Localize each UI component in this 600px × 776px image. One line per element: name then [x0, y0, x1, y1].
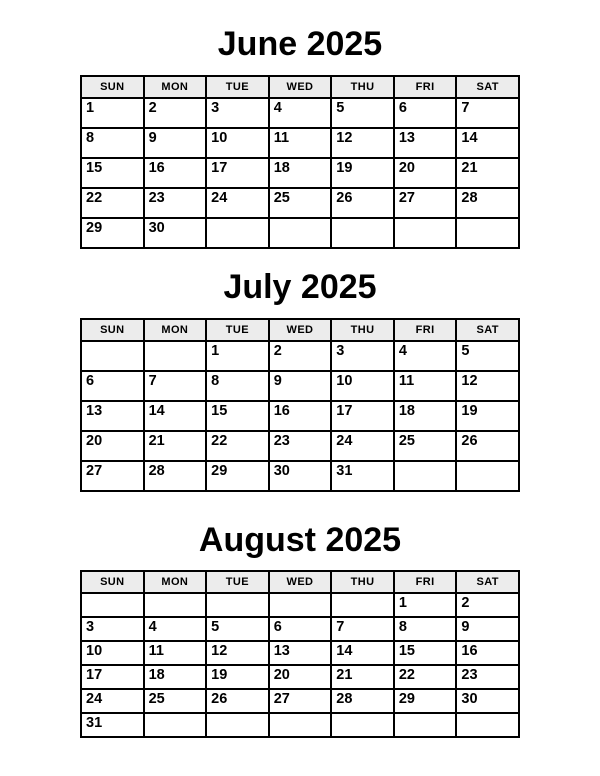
day-cell: 23	[144, 188, 207, 218]
weekday-header-cell: SAT	[456, 319, 519, 341]
day-cell: 5	[331, 98, 394, 128]
day-cell: 21	[331, 665, 394, 689]
day-cell: 4	[144, 617, 207, 641]
week-row	[81, 128, 519, 158]
weekday-header-cell: SUN	[81, 319, 144, 341]
week-row	[81, 617, 519, 641]
weekday-header-cell: TUE	[206, 319, 269, 341]
day-cell: 22	[81, 188, 144, 218]
month-title-june: June 2025	[217, 25, 383, 63]
calendar-table-june	[80, 75, 520, 249]
day-cell: 6	[269, 617, 332, 641]
day-cell: 24	[331, 431, 394, 461]
day-cell: 17	[81, 665, 144, 689]
day-cell: 3	[331, 341, 394, 371]
day-cell: 18	[144, 665, 207, 689]
empty-day-cell	[456, 461, 519, 491]
weekday-header-cell: FRI	[394, 571, 457, 593]
day-cell: 6	[394, 98, 457, 128]
weekday-header-cell: THU	[331, 76, 394, 98]
empty-day-cell	[269, 593, 332, 617]
day-cell: 14	[144, 401, 207, 431]
month-section-july	[0, 267, 600, 492]
month-section-june	[0, 24, 600, 249]
week-row	[81, 593, 519, 617]
day-cell: 19	[456, 401, 519, 431]
day-cell: 14	[331, 641, 394, 665]
day-cell: 30	[269, 461, 332, 491]
weekday-row	[81, 571, 519, 593]
day-cell: 9	[456, 617, 519, 641]
empty-day-cell	[206, 218, 269, 248]
day-cell: 13	[81, 401, 144, 431]
day-cell: 8	[394, 617, 457, 641]
day-cell: 15	[81, 158, 144, 188]
day-cell: 3	[81, 617, 144, 641]
week-row	[81, 689, 519, 713]
day-cell: 23	[269, 431, 332, 461]
day-cell: 13	[269, 641, 332, 665]
day-cell: 28	[144, 461, 207, 491]
day-cell: 8	[206, 371, 269, 401]
calendar-table-july	[80, 318, 520, 492]
day-cell: 20	[81, 431, 144, 461]
day-cell: 14	[456, 128, 519, 158]
weekday-header-cell: TUE	[206, 76, 269, 98]
weekday-row	[81, 76, 519, 98]
day-cell: 26	[331, 188, 394, 218]
day-cell: 16	[144, 158, 207, 188]
day-cell: 2	[269, 341, 332, 371]
day-cell: 22	[206, 431, 269, 461]
week-row	[81, 641, 519, 665]
day-cell: 23	[456, 665, 519, 689]
week-row	[81, 461, 519, 491]
weekday-header-row	[81, 571, 519, 593]
day-cell: 22	[394, 665, 457, 689]
month-title-july: July 2025	[223, 267, 377, 306]
weekday-header-cell: WED	[269, 571, 332, 593]
day-cell: 10	[331, 371, 394, 401]
empty-day-cell	[456, 218, 519, 248]
day-cell: 31	[331, 461, 394, 491]
week-row	[81, 371, 519, 401]
empty-day-cell	[81, 341, 144, 371]
day-cell: 18	[394, 401, 457, 431]
week-row	[81, 188, 519, 218]
calendar-body	[81, 98, 519, 248]
day-cell: 21	[144, 431, 207, 461]
week-row	[81, 431, 519, 461]
calendar-table-august	[80, 570, 520, 738]
day-cell: 24	[81, 689, 144, 713]
day-cell: 7	[144, 371, 207, 401]
empty-day-cell	[269, 218, 332, 248]
day-cell: 20	[269, 665, 332, 689]
day-cell: 27	[394, 188, 457, 218]
day-cell: 24	[206, 188, 269, 218]
empty-day-cell	[269, 713, 332, 737]
day-cell: 1	[394, 593, 457, 617]
day-cell: 27	[269, 689, 332, 713]
day-cell: 11	[394, 371, 457, 401]
day-cell: 9	[144, 128, 207, 158]
week-row	[81, 341, 519, 371]
month-title-august: August 2025	[198, 520, 402, 559]
weekday-header-row	[81, 319, 519, 341]
weekday-header-cell: FRI	[394, 319, 457, 341]
week-row	[81, 401, 519, 431]
day-cell: 29	[394, 689, 457, 713]
day-cell: 11	[269, 128, 332, 158]
empty-day-cell	[456, 713, 519, 737]
day-cell: 29	[206, 461, 269, 491]
empty-day-cell	[394, 713, 457, 737]
day-cell: 28	[331, 689, 394, 713]
day-cell: 1	[81, 98, 144, 128]
day-cell: 21	[456, 158, 519, 188]
weekday-header-cell: MON	[144, 571, 207, 593]
empty-day-cell	[206, 713, 269, 737]
calendar-body	[81, 341, 519, 491]
day-cell: 30	[456, 689, 519, 713]
day-cell: 12	[331, 128, 394, 158]
day-cell: 19	[206, 665, 269, 689]
day-cell: 3	[206, 98, 269, 128]
day-cell: 26	[206, 689, 269, 713]
day-cell: 30	[144, 218, 207, 248]
day-cell: 19	[331, 158, 394, 188]
weekday-header-cell: SAT	[456, 76, 519, 98]
day-cell: 12	[456, 371, 519, 401]
month-section-august	[0, 520, 600, 739]
day-cell: 10	[81, 641, 144, 665]
day-cell: 7	[331, 617, 394, 641]
day-cell: 5	[456, 341, 519, 371]
empty-day-cell	[81, 593, 144, 617]
weekday-header-cell: SUN	[81, 76, 144, 98]
day-cell: 11	[144, 641, 207, 665]
day-cell: 17	[206, 158, 269, 188]
weekday-header-cell: SUN	[81, 571, 144, 593]
day-cell: 6	[81, 371, 144, 401]
day-cell: 2	[456, 593, 519, 617]
empty-day-cell	[331, 593, 394, 617]
empty-day-cell	[144, 593, 207, 617]
day-cell: 15	[394, 641, 457, 665]
day-cell: 16	[269, 401, 332, 431]
day-cell: 10	[206, 128, 269, 158]
day-cell: 20	[394, 158, 457, 188]
day-cell: 8	[81, 128, 144, 158]
weekday-header-cell: MON	[144, 76, 207, 98]
weekday-header-cell: MON	[144, 319, 207, 341]
empty-day-cell	[331, 713, 394, 737]
empty-day-cell	[144, 341, 207, 371]
day-cell: 9	[269, 371, 332, 401]
empty-day-cell	[206, 593, 269, 617]
day-cell: 1	[206, 341, 269, 371]
week-row	[81, 158, 519, 188]
week-row	[81, 218, 519, 248]
day-cell: 26	[456, 431, 519, 461]
day-cell: 27	[81, 461, 144, 491]
weekday-row	[81, 319, 519, 341]
day-cell: 2	[144, 98, 207, 128]
weekday-header-cell: FRI	[394, 76, 457, 98]
day-cell: 25	[394, 431, 457, 461]
empty-day-cell	[331, 218, 394, 248]
weekday-header-cell: THU	[331, 571, 394, 593]
week-row	[81, 98, 519, 128]
week-row	[81, 713, 519, 737]
day-cell: 4	[394, 341, 457, 371]
day-cell: 13	[394, 128, 457, 158]
day-cell: 25	[144, 689, 207, 713]
day-cell: 5	[206, 617, 269, 641]
empty-day-cell	[144, 713, 207, 737]
weekday-header-cell: TUE	[206, 571, 269, 593]
day-cell: 25	[269, 188, 332, 218]
calendar-body	[81, 593, 519, 737]
day-cell: 12	[206, 641, 269, 665]
weekday-header-cell: WED	[269, 319, 332, 341]
day-cell: 29	[81, 218, 144, 248]
weekday-header-cell: THU	[331, 319, 394, 341]
empty-day-cell	[394, 461, 457, 491]
empty-day-cell	[394, 218, 457, 248]
day-cell: 31	[81, 713, 144, 737]
week-row	[81, 665, 519, 689]
day-cell: 18	[269, 158, 332, 188]
day-cell: 4	[269, 98, 332, 128]
day-cell: 16	[456, 641, 519, 665]
day-cell: 28	[456, 188, 519, 218]
weekday-header-cell: SAT	[456, 571, 519, 593]
weekday-header-cell: WED	[269, 76, 332, 98]
day-cell: 15	[206, 401, 269, 431]
weekday-header-row	[81, 76, 519, 98]
day-cell: 17	[331, 401, 394, 431]
day-cell: 7	[456, 98, 519, 128]
